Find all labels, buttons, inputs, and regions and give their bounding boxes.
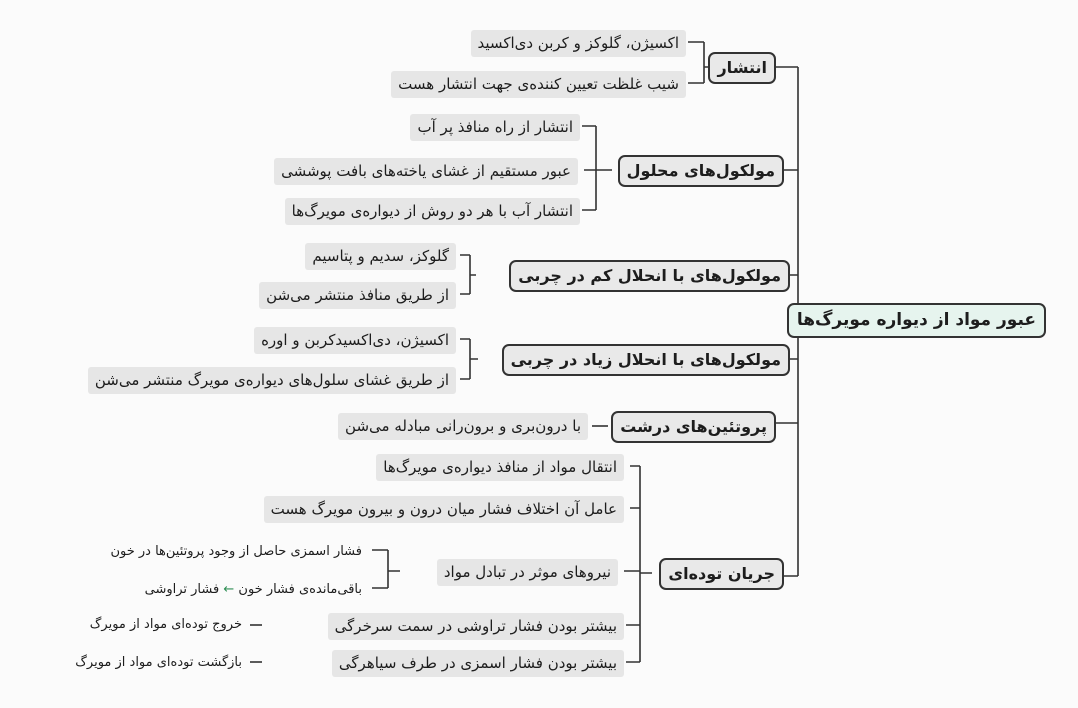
branch-diffusion: انتشار: [708, 52, 776, 84]
leaf-diffusion-substances: اکسیژن، گلوکز و کربن دی‌اکسید: [471, 30, 686, 57]
branch-large-proteins: پروتئین‌های درشت: [611, 411, 776, 443]
branch-soluble-molecules: مولکول‌های محلول: [618, 155, 784, 187]
leaf-osmotic-pressure: فشار اسمزی حاصل از وجود پروتئین‌ها در خون: [110, 544, 362, 559]
leaf-water-both-ways: انتشار آب با هر دو روش از دیواره‌ی مویرگ‌ها: [285, 198, 580, 225]
b3-bracket: [460, 255, 476, 294]
leaf-oxygen-co2-urea: اکسیژن، دی‌اکسیدکربن و اوره: [254, 327, 456, 354]
leaf-osmotic-venous-side: بیشتر بودن فشار اسمزی در طرف سیاهرگی: [332, 650, 624, 677]
leaf-concentration-gradient: شیب غلظت تعیین کننده‌ی جهت انتشار هست: [391, 71, 686, 98]
b6-bracket: [624, 466, 652, 662]
arrow-left-icon: ←: [223, 582, 235, 597]
leaf-filtration-pressure: فشار تراوشی: [144, 582, 220, 597]
leaf-filtration-pressure-row: [141, 580, 366, 599]
b2-bracket: [582, 126, 612, 210]
b4-bracket: [460, 339, 478, 379]
leaf-remaining-blood-pressure: باقی‌مانده‌ی فشار خون: [238, 582, 362, 597]
branch-bulk-flow: جریان توده‌ای: [659, 558, 784, 590]
leaf-through-cell-membrane: از طریق غشای سلول‌های دیواره‌ی مویرگ منتشر می‌شن: [88, 367, 456, 394]
leaf-effective-forces: نیروهای موثر در تبادل مواد: [437, 559, 618, 586]
root-node: عبور مواد از دیواره مویرگ‌ها: [787, 303, 1046, 338]
leaf-endo-exocytosis: با درون‌بری و برون‌رانی مبادله می‌شن: [338, 413, 588, 440]
leaf-through-pores: از طریق منافذ منتشر می‌شن: [259, 282, 456, 309]
leaf-transfer-through-pores: انتقال مواد از منافذ دیواره‌ی مویرگ‌ها: [376, 454, 624, 481]
leaf-bulk-return: بازگشت توده‌ای مواد از مویرگ: [75, 655, 242, 670]
leaf-direct-passage: عبور مستقیم از غشای یاخته‌های بافت پوششی: [274, 158, 578, 185]
leaf-glucose-sodium-potassium: گلوکز، سدیم و پتاسیم: [305, 243, 456, 270]
leaf-bulk-exit: خروج توده‌ای مواد از مویرگ: [89, 617, 242, 632]
leaf-water-pores: انتشار از راه منافذ پر آب: [410, 114, 580, 141]
leaf-pressure-difference: عامل آن اختلاف فشار میان درون و بیرون مویرگ هست: [264, 496, 624, 523]
branch-high-lipid-solubility: مولکول‌های با انحلال زیاد در چربی: [502, 344, 790, 376]
b6-3-bracket: [372, 550, 400, 588]
leaf-filtration-arterial-side: بیشتر بودن فشار تراوشی در سمت سرخرگی: [328, 613, 624, 640]
branch-low-lipid-solubility: مولکول‌های با انحلال کم در چربی: [509, 260, 790, 292]
